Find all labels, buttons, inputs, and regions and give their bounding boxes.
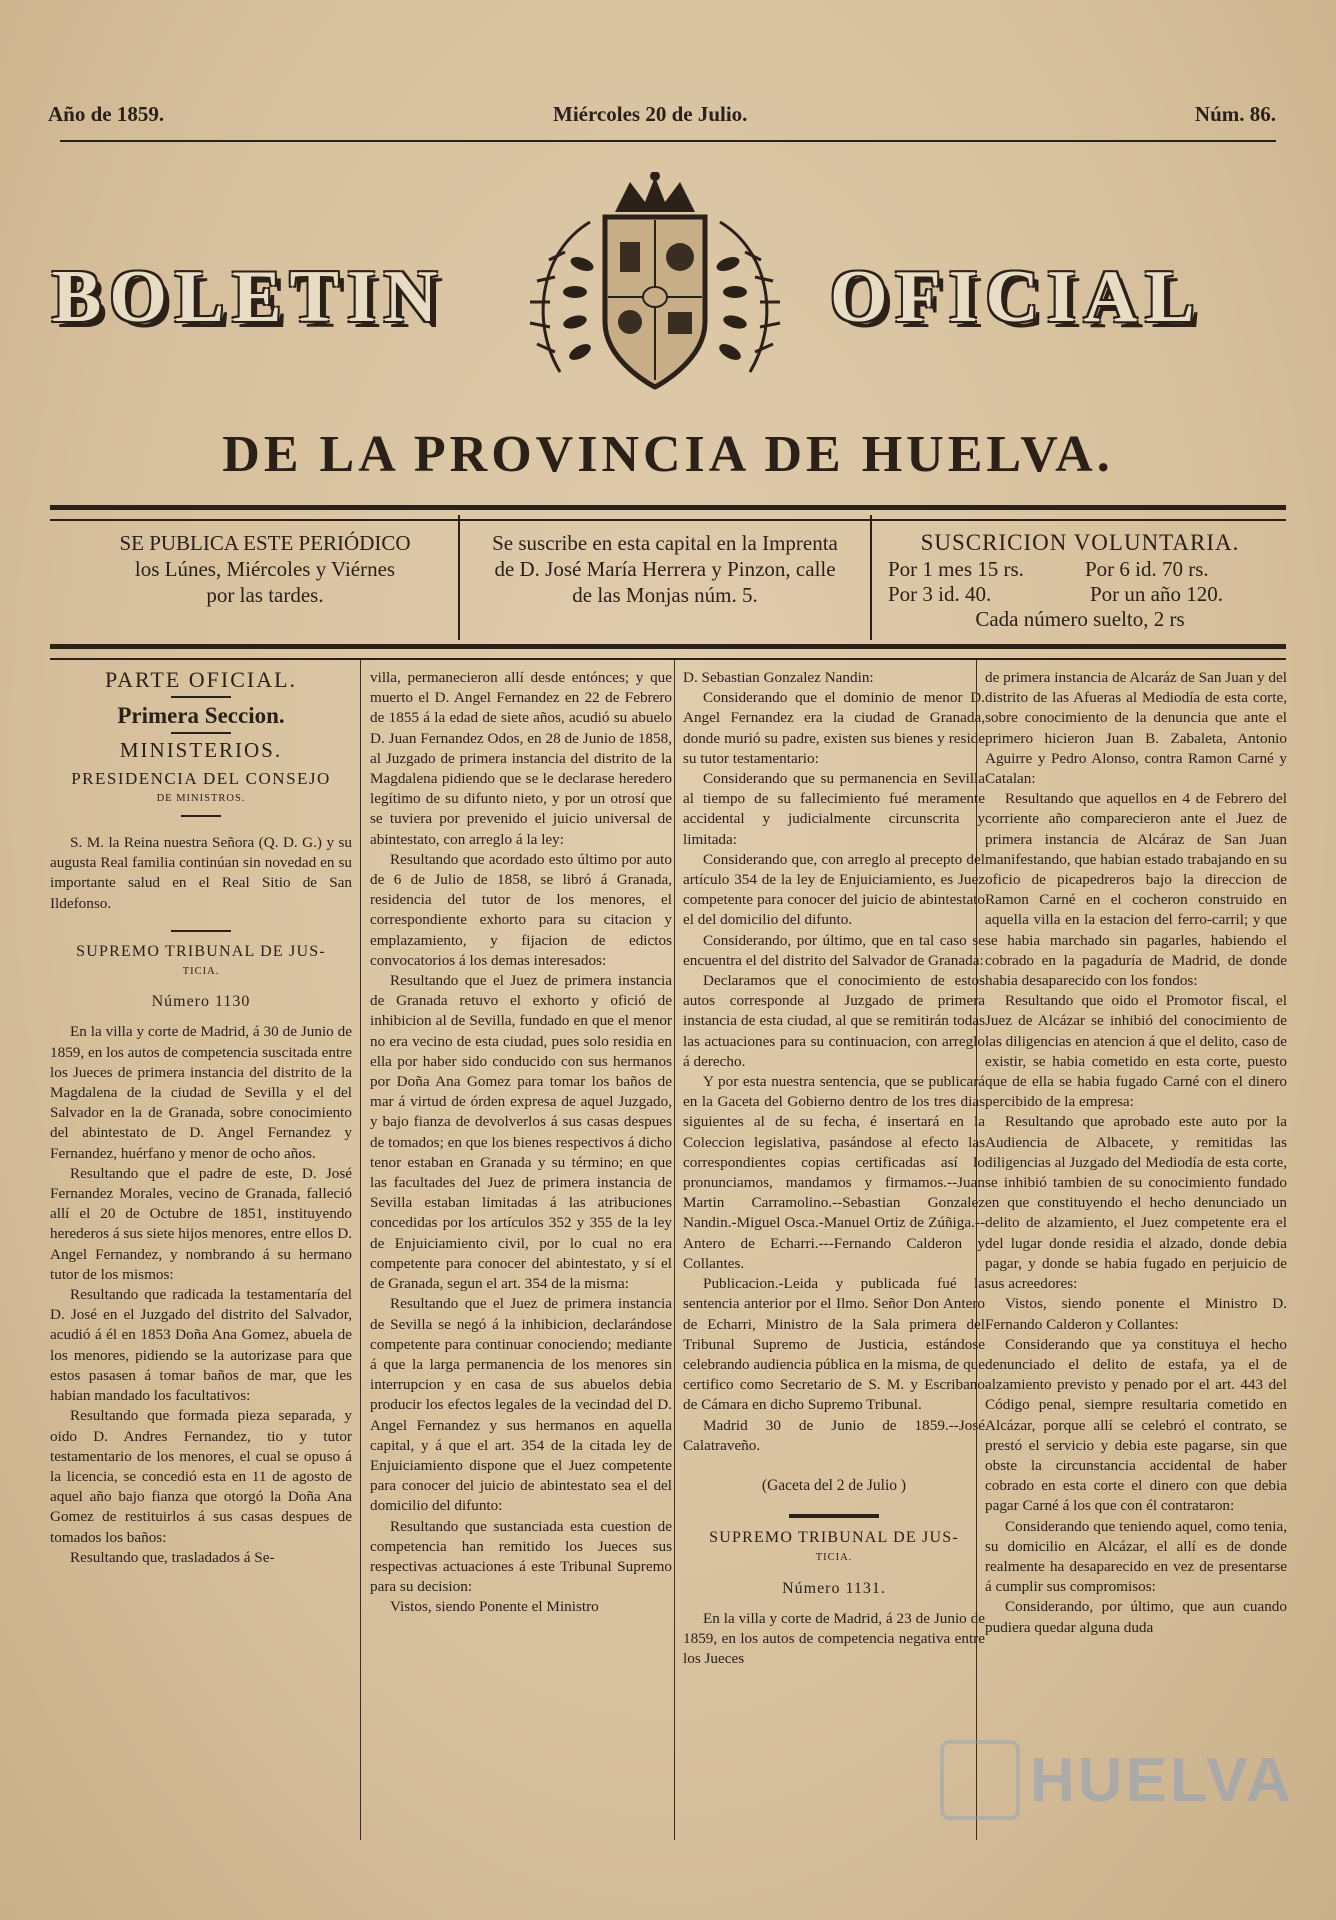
column-4 <box>985 668 1287 1840</box>
paragraph: de primera instancia de Alcaráz de San Juan y del distrito de las Afueras al Mediodía de esta corte, sobre conocimiento de la denuncia que ante el primero hicieron Juan B. Zabaleta, Antonio Aguirre y Pedro Alonso, contra Ramon Carné y Catalan: <box>985 669 1287 788</box>
subscription-prices <box>880 530 1280 645</box>
column-2 <box>370 668 672 1840</box>
paragraph: Considerando que ya constituya el hecho denunciado el delito de estafa, ya el de alzamiento previsto y penado por el art. 443 del Código penal, siempre resultaria cometido en Alcázar, porque allí se celebró el contrato, se prestó el servicio y debia este pagarse, sin que obste la circunstancia accidental de haber cobrado en esta corte el dinero con que debia pagar Carné á los que con él contrataron: <box>985 1335 1287 1515</box>
info-divider <box>870 515 872 640</box>
issue-date: Miércoles 20 de Julio. <box>553 102 748 126</box>
title-boletin: BOLETIN <box>52 256 446 338</box>
paragraph: Vistos, siendo ponente el Ministro D. Fernando Calderon y Collantes: <box>985 1295 1287 1333</box>
issue-number: Núm. 86. <box>1194 102 1276 126</box>
subtitle: DE LA PROVINCIA DE HUELVA. <box>222 426 1114 483</box>
paragraph: villa, permanecieron allí desde entónces; y que muerto el D. Angel Fernandez en 22 de Febrero de 1855 á la edad de siete años, acudió su abuelo D. Juan Fernandez Odos, en 28 de Junio de 1858, al Juzgado de primera instancia del distrito de la Magdalena pidiendo que se le declarase heredero legítimo de su difunto nieto, y por un otrosí que se tuviera por prevenido el juicio universal de abintestato, con arreglo á la ley: <box>370 669 672 848</box>
issue-year: Año de 1859. <box>48 102 165 126</box>
case-number: Número 1130 <box>151 993 251 1011</box>
price-one-month: Por 1 mes 15 rs. <box>888 557 1024 581</box>
paragraph: Considerando que su permanencia en Sevilla al tiempo de su fallecimiento fué meramente accidental y judicialmente circunscrita y limitada: <box>683 770 985 848</box>
paragraph: Resultando que el padre de este, D. José Fernandez Morales, vecino de Granada, falleció allí el 20 de Octubre de 1851, instituyendo herederos á sus siete hijos menores, entre ellos D. Angel Fernandez, y nombrando á su hermano tutor de los mismos: <box>50 1164 352 1283</box>
paragraph: Resultando que el Juez de primera instancia de Granada retuvo el exhorto y ofició de inhibicion al de Sevilla, fundado en que el menor no era vecino de esta ciudad, pues solo residia en ella por haber sido conducido con sus hermanos por Doña Ana Gomez para tomar los baños de mar á virtud de órden expresa de aquel Juzgado, y bajo fianza de devolverlos á sus casas despues de tomados; en que los bienes respectivos á dicho tenor estaban en Granada y su término; en que las facultades del Juez de primera instancia de Sevilla estaban limitadas á las atribuciones concedidas por los artículos 352 y 355 de la ley de Enjuiciamiento civil, por lo cual no era competente para conocer del abintestato, y sí el de Granada, segun el art. 354 de la misma: <box>370 972 672 1293</box>
case-number: Número 1131. <box>782 1579 886 1597</box>
info-rule-bottom <box>50 644 1286 660</box>
publish-line: SE PUBLICA ESTE PERIÓDICO <box>119 531 411 555</box>
price-row <box>880 556 1280 581</box>
archive-badge-icon <box>940 1740 1020 1820</box>
ornament-rule <box>181 815 221 817</box>
subscribe-line: de las Monjas núm. 5. <box>572 583 758 607</box>
price-single-issue: Cada número suelto, 2 rs <box>975 607 1185 631</box>
archive-watermark: HUELVA <box>1030 1746 1294 1815</box>
paragraph: Publicacion.-Leida y publicada fué la sentencia anterior por el Ilmo. Señor Don Antero de Echarri, Ministro de la Sala primera del Tribunal Supremo de Justicia, estándose celebrando audiencia pública en la misma, de que certifico como Secretario de S. M. y Escribano de Cámara en dicho Supremo Tribunal. <box>683 1275 985 1414</box>
subscribe-line: de D. José María Herrera y Pinzon, calle <box>494 557 836 581</box>
ornament-rule <box>789 1514 879 1518</box>
paragraph: Y por esta nuestra sentencia, que se publicará en la Gaceta del Gobierno dentro de los tres dias siguientes al de su fecha, é insertará en la Coleccion legislativa, pasándose al efecto las correspondientes copias certificadas así lo pronunciamos, mandamos y firmamos.--Juan Martin Carramolino.--Sebastian Gonzalez Nandin.-Miguel Osca.-Manuel Ortiz de Zúñiga.--Antero de Echarri.---Fernando Calderon y Collantes. <box>683 1073 985 1272</box>
dateline <box>48 102 1276 132</box>
royal-coat-of-arms-icon <box>520 172 790 402</box>
paragraph: En la villa y corte de Madrid, á 30 de Junio de 1859, en los autos de competencia suscitada entre los Jueces de primera instancia del distrito de la Magdalena de la ciudad de Sevilla y el del Salvador en la de Granada, sobre conocimiento del abintestato de D. Angel Fernandez y Fernandez, huérfano y menor de ocho años. <box>50 1023 352 1162</box>
heading-presidencia: PRESIDENCIA DEL CONSEJO <box>71 768 331 788</box>
paragraph: Considerando, por último, que en tal caso se encuentra el del distrito del Salvador de Granada: <box>683 931 985 969</box>
paragraph: S. M. la Reina nuestra Señora (Q. D. G.) y su augusta Real familia continúan sin novedad en su importante salud en el Real Sitio de San Ildefonso. <box>50 834 352 912</box>
publish-line: por las tardes. <box>206 583 324 607</box>
price-three-months: Por 3 id. 40. <box>888 582 992 606</box>
title-oficial: OFICIAL <box>830 256 1203 338</box>
publication-info <box>80 530 450 645</box>
paragraph: Declaramos que el conocimiento de estos autos corresponde al Juzgado de primera instancia de esta ciudad, al que se remitirán todas las actuaciones para su continuacion, con arreglo á derecho. <box>683 972 985 1070</box>
price-one-year: Por un año 120. <box>1090 582 1223 606</box>
publish-line: los Lúnes, Miércoles y Viérnes <box>134 557 396 581</box>
section-heading-primera: Primera Seccion. <box>117 703 285 729</box>
heading-supremo-sub: TICIA. <box>182 966 220 978</box>
header-rule <box>60 140 1276 142</box>
column-rule <box>674 660 675 1840</box>
paragraph: Resultando que acordado esto último por auto de 6 de Julio de 1858, se libró á Granada, residencia del tutor de los menores, el correspondiente exhorto para su citacion y emplazamiento, y fijacion de edictos convocatorios á los demas interesados: <box>370 850 672 969</box>
heading-presidencia-sub: DE MINISTROS. <box>156 792 246 804</box>
gaceta-reference: (Gaceta del 2 de Julio ) <box>761 1476 907 1494</box>
paragraph: Considerando, por último, que aun cuando pudiera quedar alguna duda <box>985 1598 1287 1636</box>
info-rule-top <box>50 505 1286 521</box>
paragraph: Considerando que el dominio de menor D. Angel Fernandez era la ciudad de Granada, donde murió su padre, existen sus bienes y reside su tutor testamentario: <box>683 689 985 767</box>
paragraph: Madrid 30 de Junio de 1859.--José Calatraveño. <box>683 1416 985 1454</box>
paragraph: Considerando que teniendo aquel, como tenia, su domicilio en Alcázar, el allí es de donde realmente ha desaparecido en vez de presentarse á cumplir sus compromisos: <box>985 1517 1287 1596</box>
paragraph: Resultando que radicada la testamentaría del D. José en el Juzgado del distrito del Salvador, acudió á él en 1853 Doña Ana Gomez, abuela de los menores, pidiendo se la autorizase para que estos pasasen á tomar baños de mar, que les habian mandado los facultativos: <box>50 1286 352 1405</box>
subscription-place <box>465 530 865 645</box>
subscribe-line: Se suscribe en esta capital en la Imprenta <box>492 531 838 555</box>
ornament-rule <box>171 696 231 698</box>
info-divider <box>458 515 460 640</box>
ornament-rule <box>171 732 231 734</box>
section-heading-ministerios: MINISTERIOS. <box>119 738 283 763</box>
column-1 <box>50 668 352 1840</box>
section-heading-parte-oficial: PARTE OFICIAL. <box>104 668 298 692</box>
paragraph: Resultando que formada pieza separada, y oido D. Andres Fernandez, tio y tutor testamentario de los menores, el cual se opuso á la licencia, se concedió esta en 11 de agosto de aquel año bajo fianza que otorgó la Doña Ana Gomez de restituirlos á sus casas despues de tomados los baños: <box>50 1407 352 1546</box>
subscription-title: SUSCRICION VOLUNTARIA. <box>920 530 1240 555</box>
ornament-rule <box>171 930 231 932</box>
price-six-months: Por 6 id. 70 rs. <box>1085 557 1209 581</box>
paragraph: Resultando que el Juez de primera instancia de Sevilla se negó á la inhibicion, declarándose competente para continuar conociendo; mediante á que la larga permanencia de los menores sin interrupcion y en casa de sus abuelos debia producir los efectos legales de la vecindad del D. Angel Fernandez y sus hermanos en aquella capital, y á que el art. 354 de la citada ley de Enjuiciamiento dispone que el Juez competente para conocer del juicio de abintestato sea el del domicilio del difunto: <box>370 1295 672 1515</box>
column-3 <box>683 668 985 1840</box>
heading-supremo-sub: TICIA. <box>815 1552 853 1564</box>
paragraph: Vistos, siendo Ponente el Ministro <box>390 1598 599 1616</box>
price-row <box>880 581 1280 606</box>
heading-supremo-tribunal: SUPREMO TRIBUNAL DE JUS- <box>709 1529 959 1547</box>
paragraph: Resultando que, trasladados á Se- <box>70 1548 275 1566</box>
heading-supremo-tribunal: SUPREMO TRIBUNAL DE JUS- <box>76 942 326 960</box>
paragraph: Considerando que, con arreglo al precepto del artículo 354 de la ley de Enjuiciamiento, es Juez competente para conocer del juicio de abintestato el del domicilio del difunto. <box>683 850 985 929</box>
paragraph: Resultando que sustanciada esta cuestion de competencia han remitido los Jueces sus respectivas actuaciones á este Tribunal Supremo para su decision: <box>370 1517 672 1596</box>
paragraph: En la villa y corte de Madrid, á 23 de Junio de 1859, en los autos de competencia negativa entre los Jueces <box>683 1609 985 1668</box>
paragraph: Resultando que aprobado este auto por la Audiencia de Albacete, y remitidas las diligencias al Juzgado del Mediodía de esta corte, se inhibió tambien de su conocimiento fundado en que constituyendo el hecho denunciado un delito de alzamiento, el Juez competente era el del lugar donde residia el alzado, donde debia pagar, y donde se habia fugado en perjuicio de sus acreedores: <box>985 1113 1287 1293</box>
column-rule <box>360 660 361 1840</box>
paragraph: Resultando que oido el Promotor fiscal, el Juez de Alcázar se inhibió del conocimiento de las diligencias en atencion á que el delito, caso de existir, se habia cometido en esta corte, puesto que de ella se habia fugado Carné con el dinero percibido de la empresa: <box>985 992 1287 1111</box>
paragraph: D. Sebastian Gonzalez Nandin: <box>683 669 874 686</box>
paragraph: Resultando que aquellos en 4 de Febrero del corriente año comparecieron ante el Juez de primera instancia de Alcáraz de San Juan manifestando, que habian estado trabajando en su oficio de picapedreros bajo la direccion de Ramon Carné en el cocheron construido en aquella villa en la estacion del ferro-carril; y que se habia marchado sin pagarles, habiendo el cobrado en la pagaduría de Madrid, de donde habia desaparecido con los fondos: <box>985 790 1287 990</box>
